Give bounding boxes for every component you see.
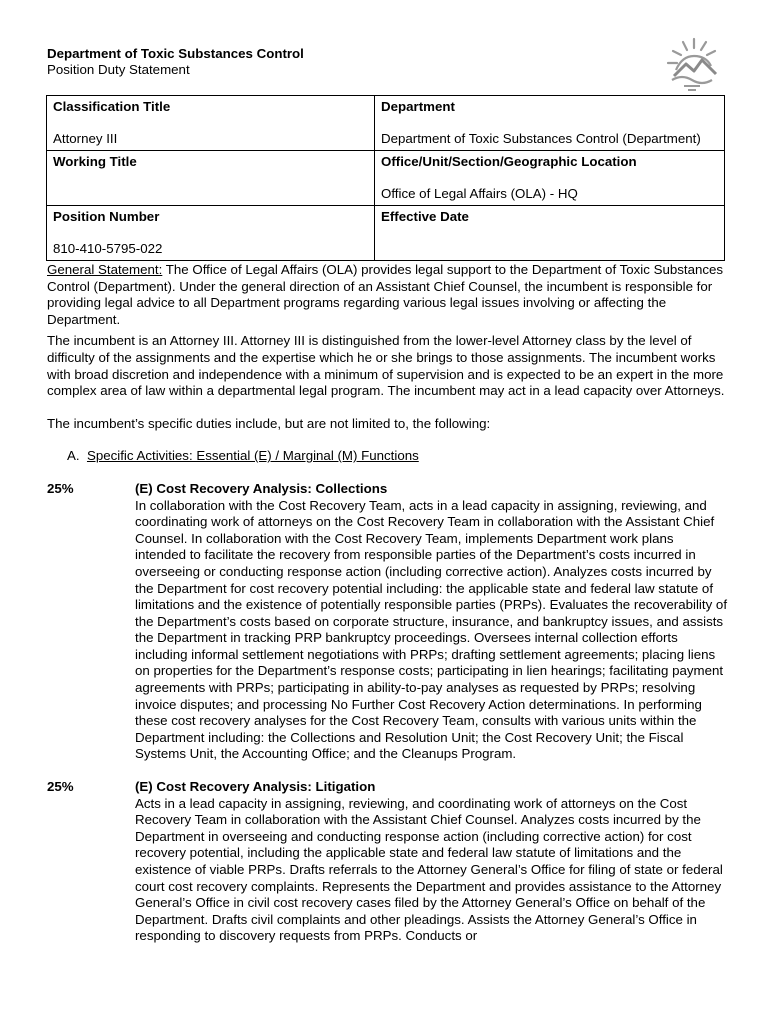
classification-title-label: Classification Title	[53, 99, 171, 114]
duty-content	[135, 779, 727, 945]
section-a-marker: A.	[67, 448, 80, 464]
document-type: Position Duty Statement	[47, 62, 190, 77]
section-a-title: Specific Activities: Essential (E) / Marginal (M) Functions	[86, 448, 419, 464]
duty-content	[135, 481, 727, 763]
document-body	[47, 262, 732, 945]
section-a-heading	[47, 448, 732, 465]
working-title-label: Working Title	[53, 154, 137, 169]
department-value: Department of Toxic Substances Control (Department)	[381, 131, 701, 146]
position-number-cell	[47, 206, 375, 261]
duty-text: In collaboration with the Cost Recovery Team, acts in a lead capacity in assigning, reviewing, and coordinating work of attorneys on the Cost Recovery Team in collaboration with the Assistant Chief Counsel. In collaboration with the Cost Recovery Team, implements Department work plans intended to facilitate the recovery from responsible parties of the Department’s costs incurred in overseeing or conducting response action (including corrective action). Analyzes costs incurred by the Department for cost recovery potential including: the applicable state and federal law statute of limitations and the existence of potentially responsible parties (PRPs). Evaluates the recoverability of the Department’s costs based on corporate structure, insurance, and bankruptcy issues, and assists the Department in tracking PRP bankruptcy proceedings. Oversees internal collection efforts including informal settlement negotiations with PRPs; drafting settlement agreements; placing liens on properties for the Department’s response costs; participating in lien hearings; facilitating payment agreements with PRPs; participating in ability-to-pay analyses as requested by PRPs; resolving invoice disputes; and processing No Further Cost Recovery Action determinations. In performing these cost recovery analyses for the Cost Recovery Team, consults with various units within the Department including: the Collections and Resolution Unit; the Cost Recovery Unit; the Fiscal Systems Unit, the Accounting Office; and the Cleanups Program.	[135, 497, 728, 762]
effective-date-cell	[375, 206, 725, 261]
position-number-label: Position Number	[53, 209, 160, 224]
duty-title: (E) Cost Recovery Analysis: Collections	[135, 480, 388, 496]
table-row	[47, 151, 725, 206]
duty-percent: 25%	[47, 779, 74, 795]
position-number-value: 810-410-5795-022	[53, 241, 163, 256]
duty-text: Acts in a lead capacity in assigning, reviewing, and coordinating work of attorneys on the Cost Recovery Team in collaboration with the Assistant Chief Counsel. Analyzes costs incurred by the Department in overseeing and conducting response action (including corrective action) for cost recovery potential, including the applicable state and federal law statute of limitations and the existence of viable PRPs. Drafts referrals to the Attorney General’s Office for filing of state or federal court cost recovery complaints. Represents the Department and provides assistance to the Attorney General’s Office in civil cost recovery cases filed by the Attorney General’s Office on behalf of the Department. Drafts civil complaints and other pleadings. Assists the Attorney General’s Office in responding to discovery requests from PRPs. Conducts or	[135, 795, 723, 944]
table-row	[47, 96, 725, 151]
department-label: Department	[381, 99, 455, 114]
dtsc-sun-mountain-logo-icon	[664, 36, 720, 94]
table-row	[47, 206, 725, 261]
effective-date-label: Effective Date	[381, 209, 469, 224]
duty-percent: 25%	[47, 480, 74, 496]
position-info-table	[46, 95, 725, 261]
general-statement-label: General Statement:	[47, 262, 163, 277]
location-value: Office of Legal Affairs (OLA) - HQ	[381, 186, 578, 201]
incumbent-paragraph: The incumbent is an Attorney III. Attorney III is distinguished from the lower-level Attorney class by the level of difficulty of the assignments and the expertise which he or she brings to those assignments. The incumbent works with broad discretion and independence with a minimum of supervision and is expected to be an expert in the more complex area of law within a departmental legal program. The incumbent may act in a lead capacity over Attorneys.	[47, 333, 725, 399]
organization-name: Department of Toxic Substances Control	[47, 46, 304, 61]
location-cell	[375, 151, 725, 206]
duties-intro-paragraph: The incumbent’s specific duties include, but are not limited to, the following:	[47, 415, 491, 431]
department-cell	[375, 96, 725, 151]
working-title-cell	[47, 151, 375, 206]
location-label: Office/Unit/Section/Geographic Location	[381, 154, 637, 169]
general-statement	[47, 262, 732, 328]
duty-item	[47, 779, 732, 945]
duty-item	[47, 481, 732, 763]
classification-title-value: Attorney III	[53, 131, 118, 146]
general-statement-text: The Office of Legal Affairs (OLA) provides legal support to the Department of Toxic Substances Control (Department). Under the general direction of an Assistant Chief Counsel, the incumbent is responsible for providing legal advice to all Department programs regarding various legal issues involving or affecting the Department.	[47, 262, 724, 327]
document-header	[47, 46, 627, 78]
duty-title: (E) Cost Recovery Analysis: Litigation	[135, 779, 376, 795]
classification-title-cell	[47, 96, 375, 151]
